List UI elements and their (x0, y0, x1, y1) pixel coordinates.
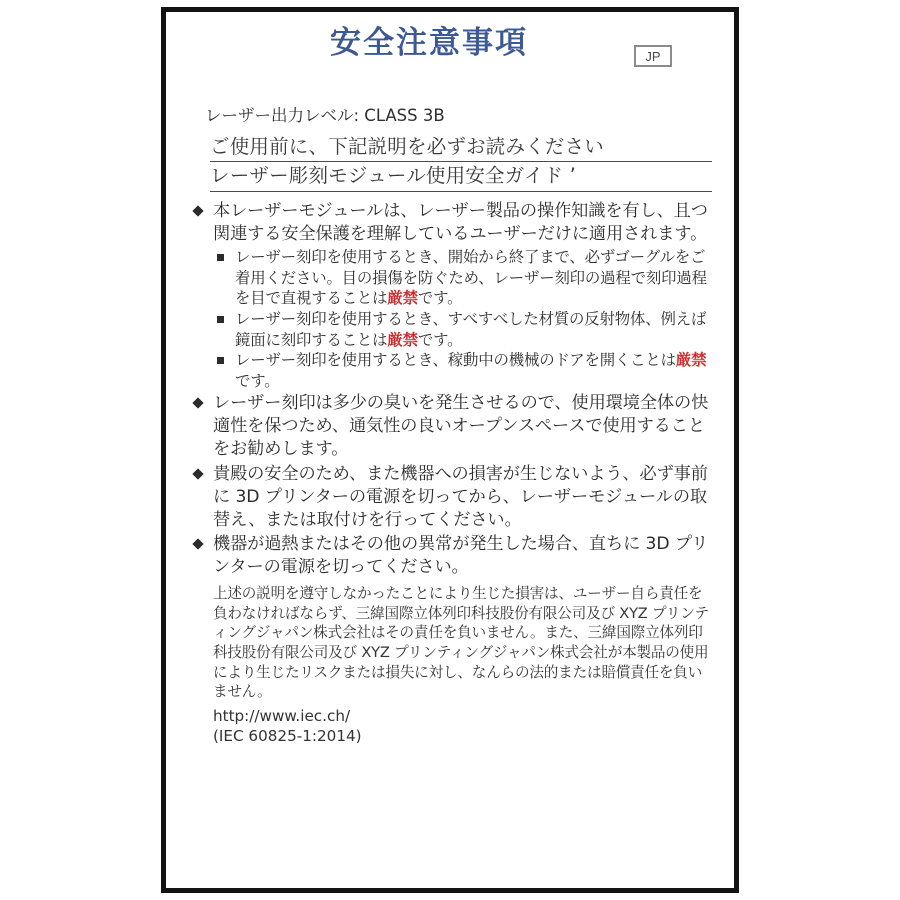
reference-block (213, 706, 712, 746)
section-heading (210, 133, 712, 192)
list-item-text: レーザー刻印は多少の臭いを発生させるので、使用環境全体の快適性を保つため、通気性の良いオープンスペースで使用することをお勧めします。 (213, 393, 709, 460)
danger-keyword: 厳禁 (387, 289, 418, 308)
heading-line-1: ご使用前に、下記説明を必ずお読みください (210, 133, 712, 163)
list-item-text: 貴殿の安全のため、また機器への損害が生じないよう、必ず事前に 3D プリンターの電源を切ってから、レーザーモジュールの取替え、または取付けを行ってください。 (213, 463, 708, 530)
document-header (166, 12, 734, 84)
sublist-item-text-before: レーザー刻印を使用するとき、稼動中の機械のドアを開くことは (235, 351, 676, 370)
list-item (192, 533, 712, 579)
reference-standard: (IEC 60825-1:2014) (213, 727, 362, 745)
document-inner (166, 12, 734, 888)
diamond-bullet-icon (192, 468, 203, 479)
list-item (192, 200, 712, 391)
danger-keyword: 厳禁 (387, 330, 418, 349)
list-item (192, 392, 712, 461)
diamond-bullet-icon (192, 205, 203, 216)
list-item (192, 463, 712, 532)
sublist-item-text-before: レーザー刻印を使用するとき、開始から終了まで、必ずゴーグルをご着用ください。目の損傷を防ぐため、レーザー刻印の過程で刻印過程を目で直視することは (235, 248, 707, 308)
list-item (216, 247, 712, 309)
document-page (161, 7, 739, 893)
page-title: 安全注意事項 (330, 25, 528, 61)
heading-line-2: レーザー彫刻モジュール使用安全ガイド ’ (210, 162, 712, 192)
list-item-text: 機器が過熱またはその他の異常が発生した場合、直ちに 3D プリンターの電源を切ってください。 (213, 533, 709, 578)
safety-notice-list (192, 200, 712, 579)
list-item (216, 350, 712, 391)
square-bullet-icon (217, 357, 224, 364)
sublist-item-text-after: です。 (417, 330, 463, 349)
document-content (166, 106, 734, 746)
reference-url: http://www.iec.ch/ (213, 706, 351, 725)
sublist-item-text-after: です。 (417, 289, 463, 308)
sublist-item-text-before: レーザー刻印を使用するとき、すべすべした材質の反射物体、例えば鏡面に刻印することは (235, 309, 707, 349)
danger-keyword: 厳禁 (675, 351, 707, 370)
safety-sublist (213, 247, 712, 391)
disclaimer-text: 上述の説明を遵守しなかったことにより生じた損害は、ユーザー自ら責任を負わなければならず、三緯国際立体列印科技股份有限公司及び XYZ プリンティングジャパン株式会社はその責任を負いません。また、三緯国際立体列印科技股份有限公司及び XYZ プリンティングジャパン株式会社が本製品の使用により生じたリスクまたは損失に対し、なんらの法的または賠償責任を負いません。 (213, 585, 710, 701)
list-item-text: 本レーザーモジュールは、レーザー製品の操作知識を有し、且つ関連する安全保護を理解しているユーザーだけに適用されます。 (213, 201, 708, 245)
sublist-item-text-after: です。 (235, 371, 280, 390)
laser-class-line: レーザー出力レベル: CLASS 3B (205, 106, 445, 125)
list-item (216, 309, 712, 350)
language-badge: JP (634, 45, 672, 67)
diamond-bullet-icon (192, 398, 203, 409)
square-bullet-icon (217, 254, 224, 261)
liability-disclaimer (213, 584, 712, 702)
diamond-bullet-icon (192, 538, 203, 549)
square-bullet-icon (217, 316, 224, 323)
